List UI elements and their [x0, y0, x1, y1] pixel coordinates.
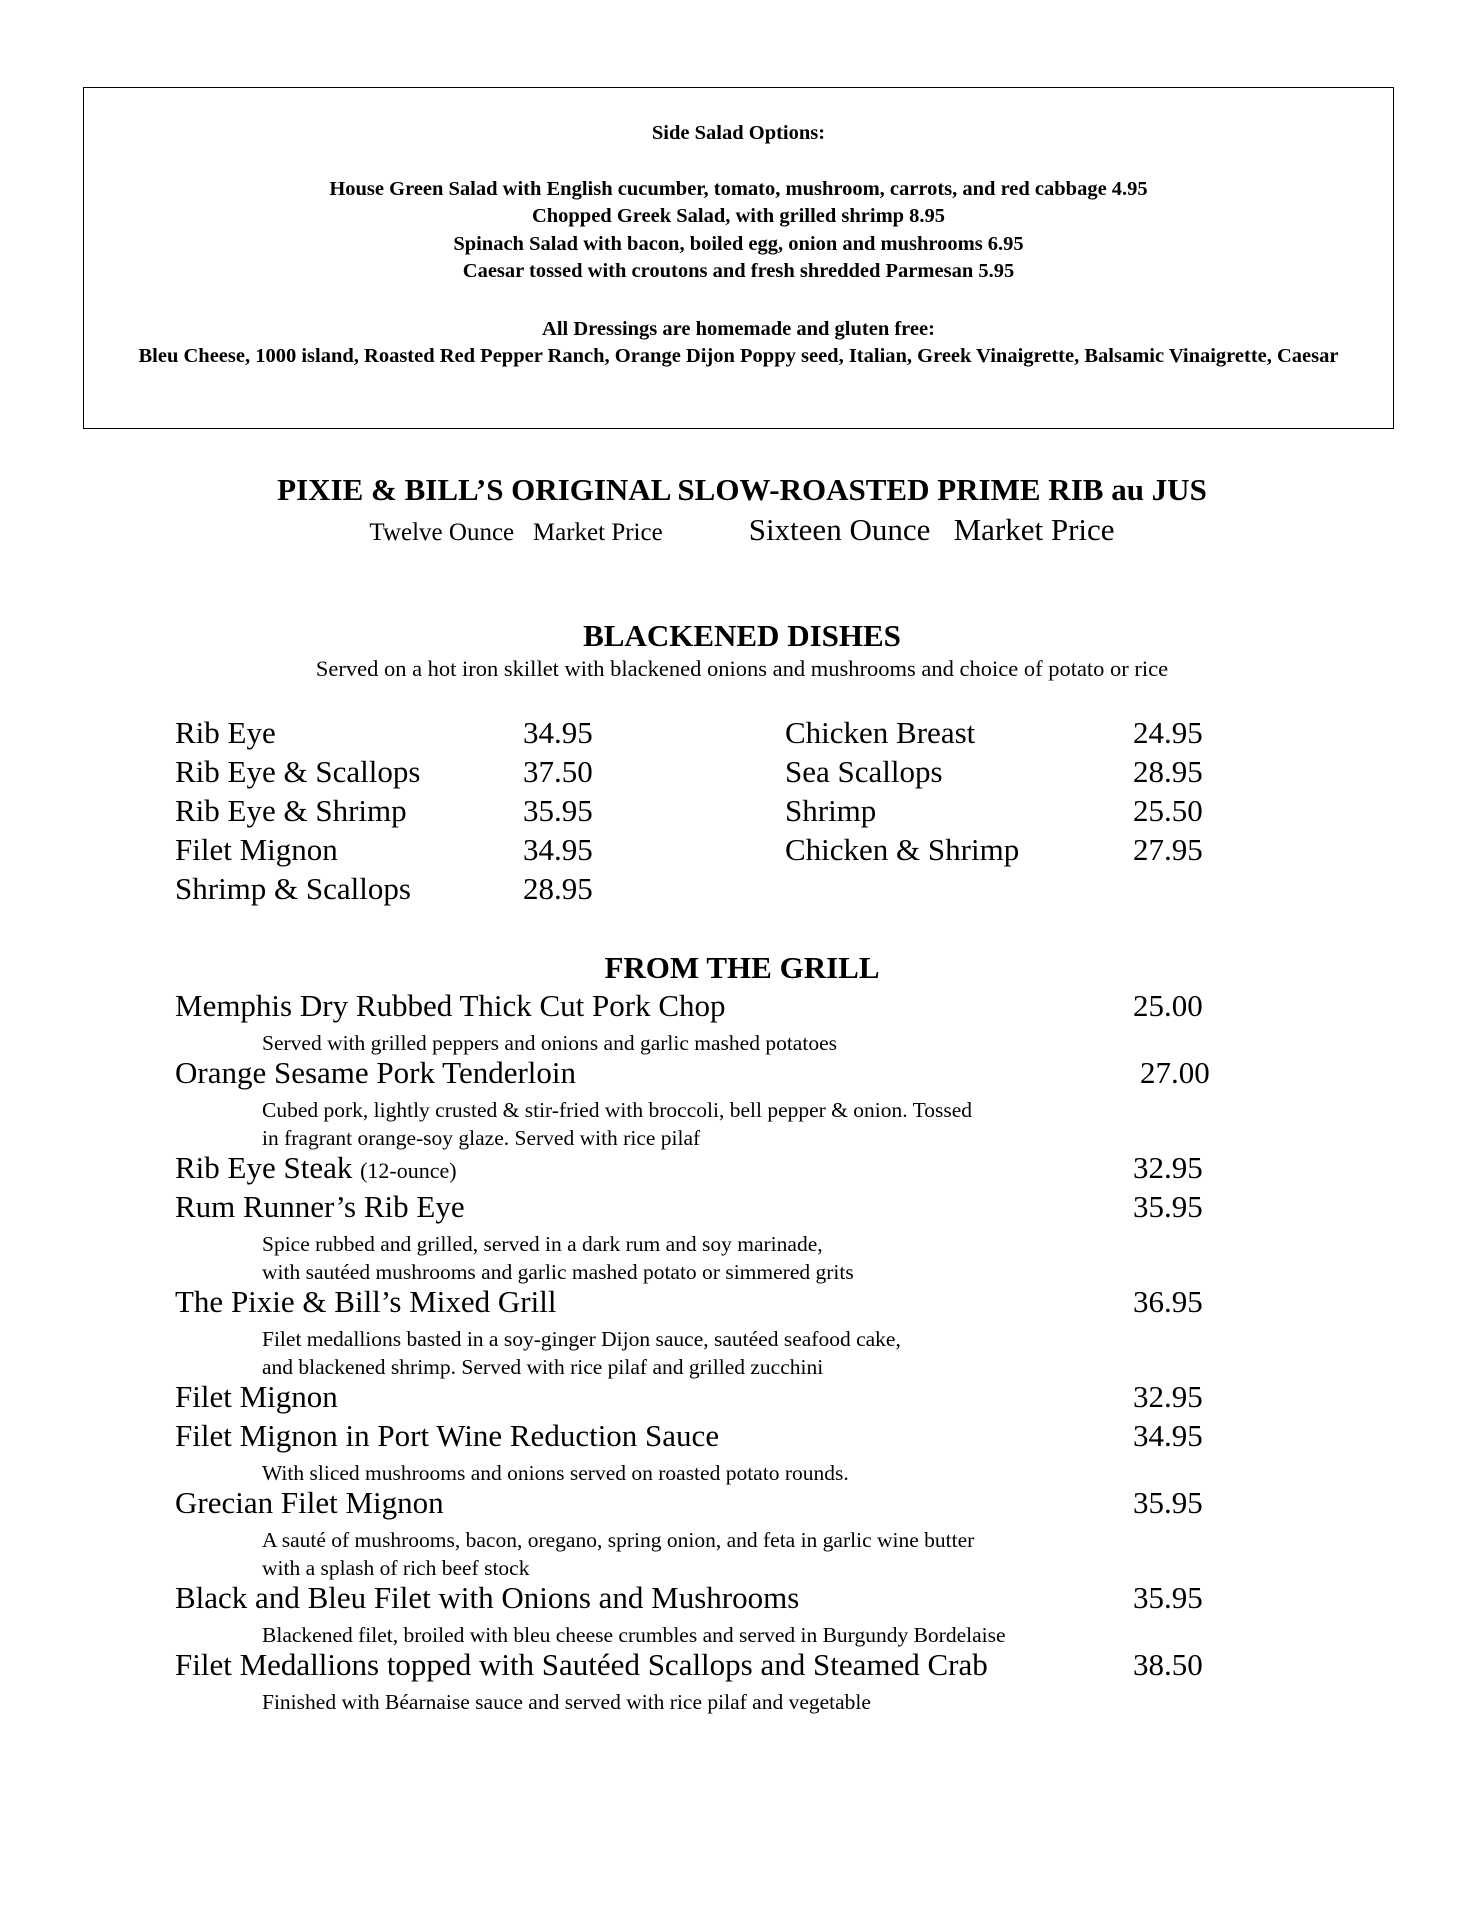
grill-item-name: Grecian Filet Mignon	[175, 1485, 444, 1520]
grill-item-desc: and blackened shrimp. Served with rice pilaf and grilled zucchini	[262, 1355, 824, 1379]
grill-item-desc: With sliced mushrooms and onions served on roasted potato rounds.	[262, 1461, 849, 1485]
grill-item-note: (12-ounce)	[360, 1158, 457, 1183]
grill-item-name: Memphis Dry Rubbed Thick Cut Pork Chop	[175, 988, 726, 1023]
grill-item-desc: Finished with Béarnaise sauce and served with rice pilaf and vegetable	[262, 1690, 871, 1714]
grill-item-name: Rib Eye Steak (12-ounce)	[175, 1150, 457, 1185]
blackened-item-name: Rib Eye & Shrimp	[175, 793, 407, 828]
grill-item-desc: in fragrant orange-soy glaze. Served with rice pilaf	[262, 1126, 701, 1150]
prime-rib-size-sixteen: Sixteen Ounce Market Price	[748, 512, 1115, 547]
blackened-item-name: Sea Scallops	[785, 754, 943, 789]
salad-item: Caesar tossed with croutons and fresh shredded Parmesan 5.95	[462, 260, 1015, 282]
grill-item-name: Filet Medallions topped with Sautéed Scallops and Steamed Crab	[175, 1647, 988, 1682]
blackened-subtitle: Served on a hot iron skillet with blackened onions and mushrooms and choice of potato or rice	[315, 656, 1169, 681]
blackened-item-name: Rib Eye	[175, 715, 276, 750]
dressings-title: All Dressings are homemade and gluten free:	[542, 317, 935, 340]
blackened-item-price: 28.95	[523, 871, 593, 906]
salad-item: House Green Salad with English cucumber, tomato, mushroom, carrots, and red cabbage 4.95	[329, 177, 1148, 200]
grill-item-desc: A sauté of mushrooms, bacon, oregano, spring onion, and feta in garlic wine butter	[262, 1528, 975, 1552]
grill-item-price: 35.95	[1133, 1189, 1203, 1224]
grill-item-desc: with sautéed mushrooms and garlic mashed potato or simmered grits	[262, 1260, 854, 1284]
dressings-list: Bleu Cheese, 1000 island, Roasted Red Pepper Ranch, Orange Dijon Poppy seed, Italian, Greek Vinaigrette, Balsamic Vinaigrette, Caesar	[138, 345, 1339, 367]
blackened-item-price: 27.95	[1133, 832, 1203, 867]
prime-rib-title: PIXIE & BILL’S ORIGINAL SLOW-ROASTED PRIME RIB au JUS	[277, 472, 1207, 507]
blackened-item-price: 24.95	[1133, 715, 1203, 750]
blackened-item-name: Chicken & Shrimp	[785, 832, 1020, 867]
grill-item-name: Orange Sesame Pork Tenderloin	[175, 1055, 577, 1090]
grill-title: FROM THE GRILL	[604, 950, 880, 985]
blackened-item-price: 34.95	[523, 832, 593, 867]
prime-rib-sizes	[0, 512, 1484, 548]
grill-item-price: 32.95	[1133, 1150, 1203, 1185]
prime-rib-size-twelve: Twelve Ounce Market Price	[369, 519, 663, 546]
grill-item-desc: Cubed pork, lightly crusted & stir-fried with broccoli, bell pepper & onion. Tossed	[262, 1098, 973, 1122]
grill-item-desc: Blackened filet, broiled with bleu cheese crumbles and served in Burgundy Bordelaise	[262, 1623, 1006, 1647]
grill-item-price: 36.95	[1133, 1284, 1203, 1319]
blackened-title: BLACKENED DISHES	[583, 618, 901, 653]
grill-item-name: The Pixie & Bill’s Mixed Grill	[175, 1284, 557, 1319]
blackened-item-price: 34.95	[523, 715, 593, 750]
grill-item-name: Rum Runner’s Rib Eye	[175, 1189, 465, 1224]
grill-item-desc: Served with grilled peppers and onions and garlic mashed potatoes	[262, 1031, 837, 1055]
blackened-item-name: Shrimp	[785, 793, 877, 828]
blackened-item-name: Shrimp & Scallops	[175, 871, 411, 906]
grill-item-price: 27.00	[1140, 1055, 1210, 1090]
grill-item-price: 32.95	[1133, 1379, 1203, 1414]
side-salad-box	[83, 87, 1394, 429]
blackened-item-price: 28.95	[1133, 754, 1203, 789]
salad-item: Spinach Salad with bacon, boiled egg, onion and mushrooms 6.95	[453, 232, 1024, 255]
grill-item-name: Black and Bleu Filet with Onions and Mushrooms	[175, 1580, 800, 1615]
blackened-item-price: 37.50	[523, 754, 593, 789]
blackened-item-price: 35.95	[523, 793, 593, 828]
grill-item-price: 35.95	[1133, 1580, 1203, 1615]
grill-item-price: 25.00	[1133, 988, 1203, 1023]
salad-item: Chopped Greek Salad, with grilled shrimp 8.95	[531, 205, 946, 227]
grill-item-price: 34.95	[1133, 1418, 1203, 1453]
grill-item-name: Filet Mignon	[175, 1379, 338, 1414]
side-salad-title: Side Salad Options:	[651, 122, 826, 144]
grill-item-desc: with a splash of rich beef stock	[262, 1556, 530, 1580]
grill-item-name: Filet Mignon in Port Wine Reduction Sauce	[175, 1418, 720, 1453]
blackened-item-price: 25.50	[1133, 793, 1203, 828]
blackened-item-name: Filet Mignon	[175, 832, 338, 867]
blackened-item-name: Chicken Breast	[785, 715, 976, 750]
grill-item-price: 38.50	[1133, 1647, 1203, 1682]
grill-item-desc: Spice rubbed and grilled, served in a dark rum and soy marinade,	[262, 1232, 823, 1256]
grill-item-price: 35.95	[1133, 1485, 1203, 1520]
grill-item-desc: Filet medallions basted in a soy-ginger Dijon sauce, sautéed seafood cake,	[262, 1327, 901, 1351]
blackened-item-name: Rib Eye & Scallops	[175, 754, 421, 789]
